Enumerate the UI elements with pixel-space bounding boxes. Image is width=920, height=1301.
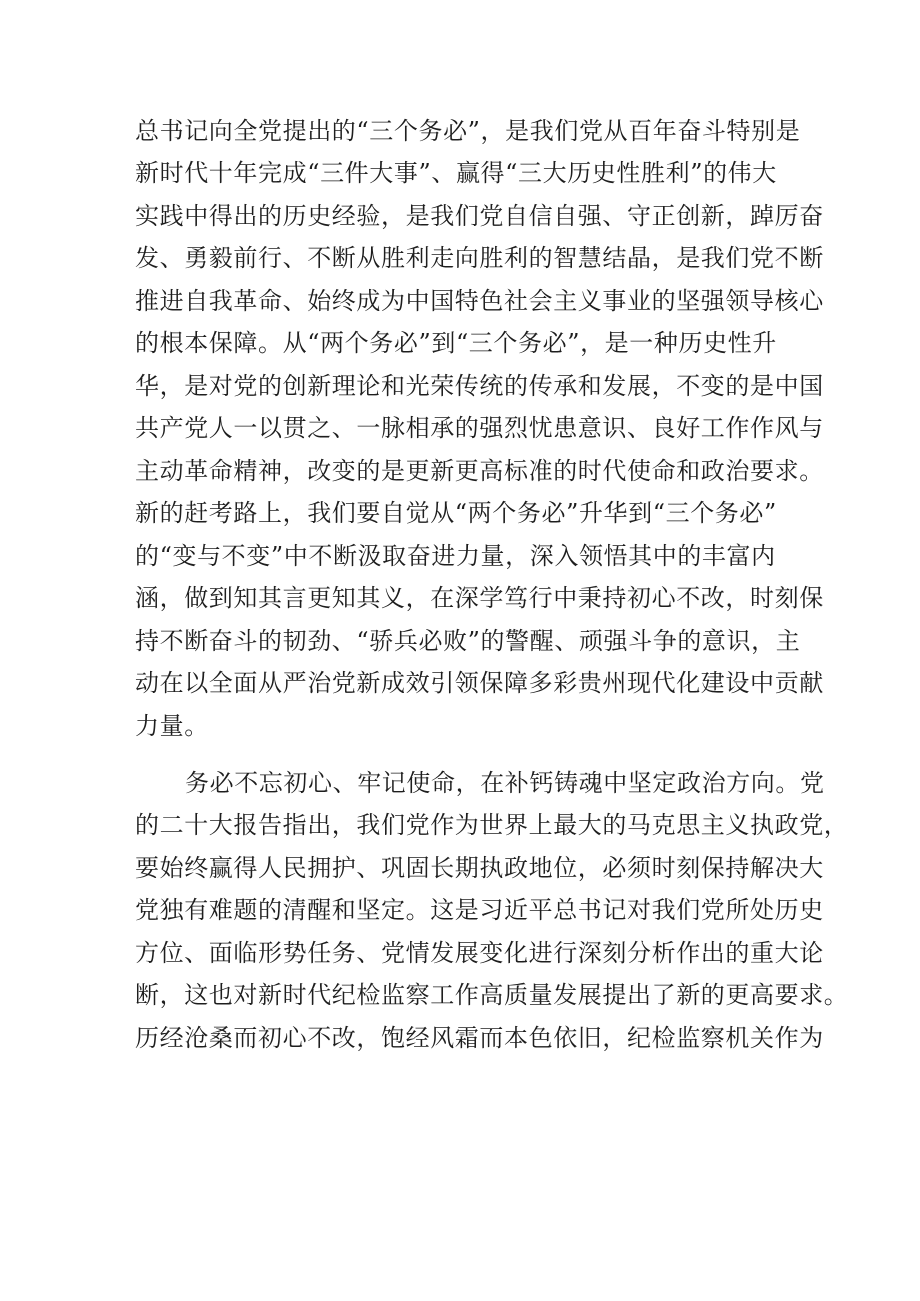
text-line: 持不断奋斗的韧劲、“骄兵必败”的警醒、顽强斗争的意识，主 (135, 627, 801, 655)
text-line: 方位、面临形势任务、党情发展变化进行深刻分析作出的重大论 (135, 939, 824, 967)
text-line: 要始终赢得人民拥护、巩固长期执政地位，必须时刻保持解决大 (135, 854, 824, 882)
text-line: 务必不忘初心、牢记使命，在补钙铸魂中坚定政治方向。党 (185, 769, 825, 797)
text-line: 发、勇毅前行、不断从胜利走向胜利的智慧结晶，是我们党不断 (135, 244, 824, 272)
text-line: 动在以全面从严治党新成效引领保障多彩贵州现代化建设中贡献 (135, 669, 824, 697)
text-line: 实践中得出的历史经验，是我们党自信自强、守正创新，踔厉奋 (135, 202, 824, 230)
text-line: 的根本保障。从“两个务必”到“三个务必”，是一种历史性升 (135, 329, 777, 357)
text-line: 的“变与不变”中不断汲取奋进力量，深入领悟其中的丰富内 (135, 542, 776, 570)
text-line: 历经沧桑而初心不改，饱经风霜而本色依旧，纪检监察机关作为 (135, 1024, 824, 1052)
text-line: 断，这也对新时代纪检监察工作高质量发展提出了新的更高要求。 (135, 981, 849, 1009)
text-line: 共产党人一以贯之、一脉相承的强烈忧患意识、良好工作作风与 (135, 414, 824, 442)
text-line: 新的赶考路上，我们要自觉从“两个务必”升华到“三个务必” (135, 499, 777, 527)
text-line: 总书记向全党提出的“三个务必”，是我们党从百年奋斗特别是 (135, 117, 801, 145)
text-line: 推进自我革命、始终成为中国特色社会主义事业的坚强领导核心 (135, 287, 824, 315)
text-line: 党独有难题的清醒和坚定。这是习近平总书记对我们党所处历史 (135, 896, 824, 924)
text-line: 华，是对党的创新理论和光荣传统的传承和发展，不变的是中国 (135, 372, 824, 400)
text-line: 新时代十年完成“三件大事”、赢得“三大历史性胜利”的伟大 (135, 159, 777, 187)
text-line: 的二十大报告指出，我们党作为世界上最大的马克思主义执政党， (135, 811, 849, 839)
text-line: 主动革命精神，改变的是更新更高标准的时代使命和政治要求。 (135, 457, 824, 485)
text-line: 力量。 (135, 712, 209, 740)
text-line: 涵，做到知其言更知其义，在深学笃行中秉持初心不改，时刻保 (135, 584, 824, 612)
